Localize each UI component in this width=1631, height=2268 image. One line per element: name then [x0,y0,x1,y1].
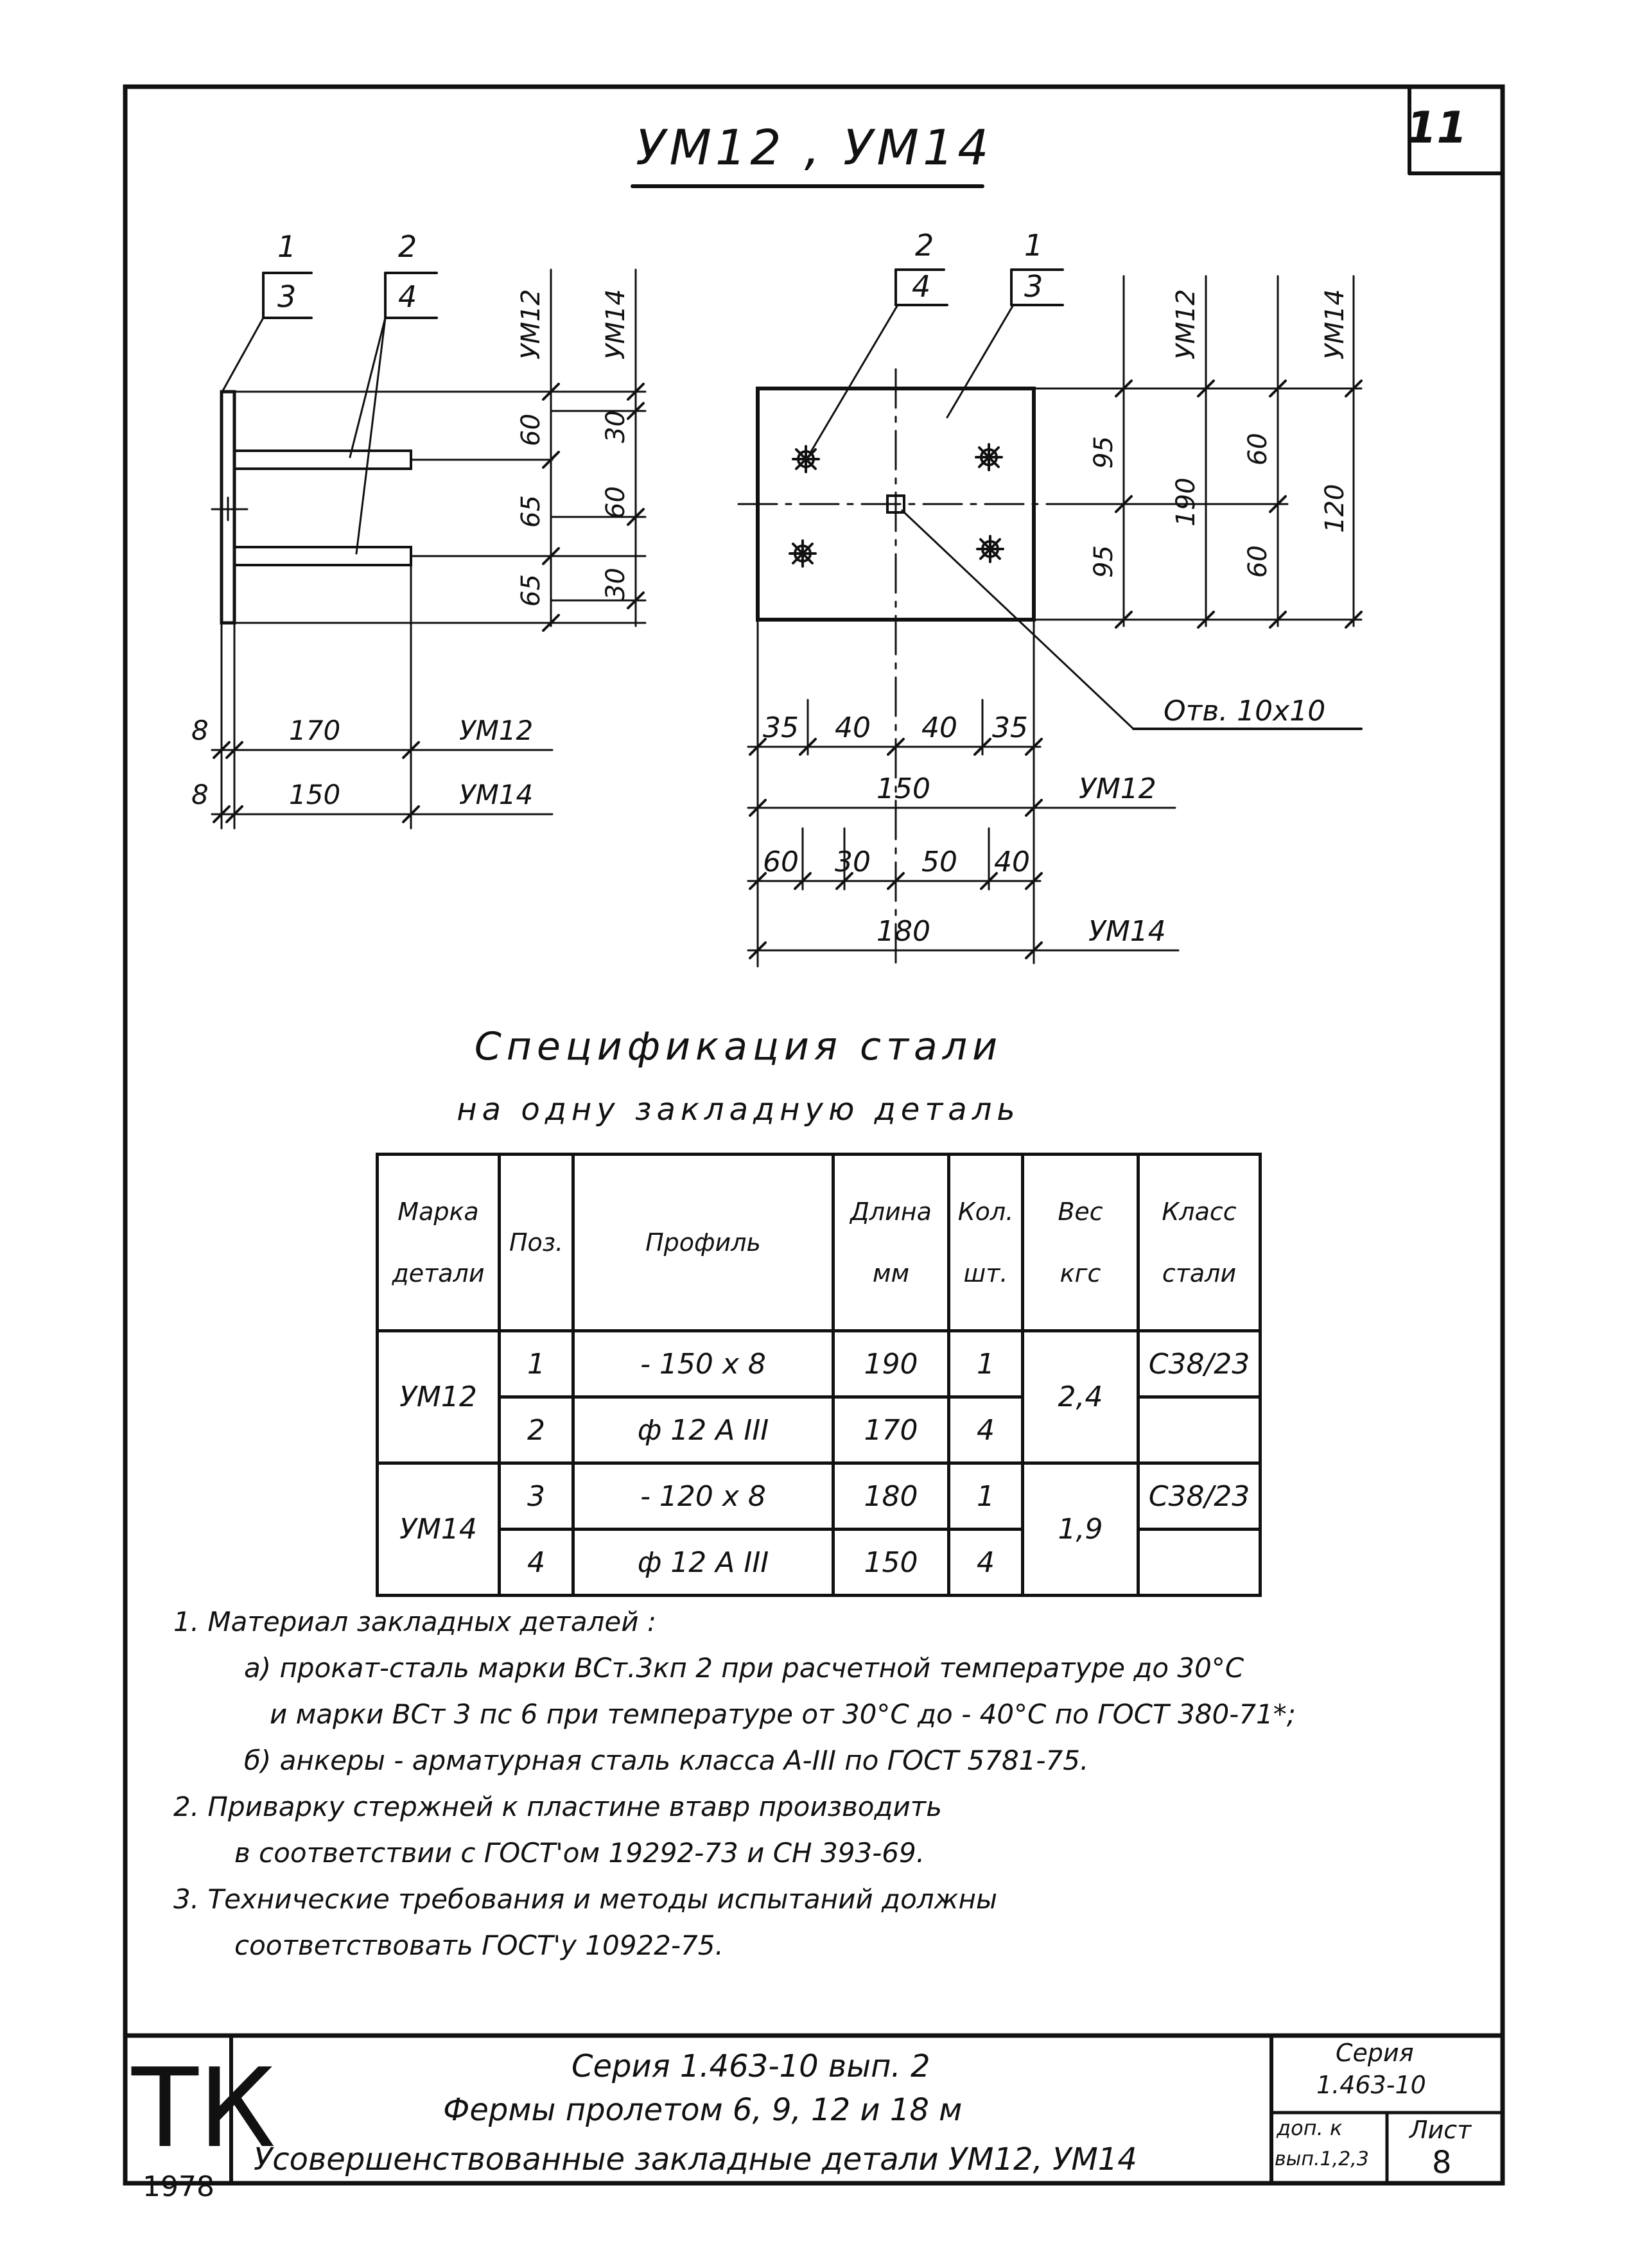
spec-header-row [378,1155,1260,1331]
header-qty: Кол. шт. [949,1155,1023,1331]
drawing-title: УМ12 , УМ14 [636,119,993,176]
cell-pos: 1 [500,1331,573,1397]
note-1: 1. Материал закладных деталей : [173,1606,657,1637]
side-callout-1: 1 [277,229,297,264]
plan-callout-1: 1 [1024,228,1043,263]
cell-profile: - 150 х 8 [573,1331,833,1397]
header-length: Длина мм [833,1155,949,1331]
dop-value: вып.1,2,3 [1275,2148,1369,2170]
row-mark-um12: УМ12 [378,1331,500,1463]
cell-pos: 4 [500,1530,573,1596]
cell-length: 180 [833,1463,949,1530]
note-1a: а) прокат-сталь марки ВСт.3кп 2 при расчетной температуре до 30°С [244,1652,1244,1684]
side-callout-2: 2 [398,229,417,264]
cell-class [1138,1397,1260,1463]
side-dim-um12-2: 65 [516,495,546,528]
spec-subtitle: на одну закладную деталь [457,1092,1020,1128]
hole-label: Отв. 10х10 [1164,695,1326,728]
side-view [212,270,645,828]
header-pos: Поз. [500,1155,573,1331]
plan-dim-um12-1: 95 [1089,436,1119,469]
plan-row2-1: 60 [763,846,799,878]
plan-dim-um14-2: 60 [1243,545,1273,578]
title-block-line3: Усовершенствованные закладные детали УМ12, УМ14 [254,2142,1137,2177]
plan-dim-um14-total: 120 [1320,484,1350,533]
dop-label: доп. к [1277,2116,1343,2140]
plan-row1-mark: УМ12 [1079,772,1156,805]
plan-view [738,270,1361,966]
cell-qty: 1 [949,1463,1023,1530]
series-label: Серия [1336,2039,1414,2067]
header-class: Класс стали [1138,1155,1260,1331]
plan-dim-um14-1: 60 [1243,433,1273,466]
side-bottom1-mark: УМ12 [459,715,534,746]
plan-row2-total: 180 [877,915,930,948]
header-weight: Вес кгс [1023,1155,1138,1331]
side-bottom2-length: 150 [289,779,341,810]
plan-row2-mark: УМ14 [1088,915,1166,948]
cell-pos: 3 [500,1463,573,1530]
spec-table [376,1153,1262,1597]
cell-class: С38/23 [1138,1463,1260,1530]
cell-profile: - 120 х 8 [573,1463,833,1530]
cell-length: 170 [833,1397,949,1463]
note-3: 3. Технические требования и методы испытаний должны [173,1883,998,1915]
sheet-label: Лист [1409,2116,1472,2144]
side-bottom1-length: 170 [289,715,341,746]
note-1b: б) анкеры - арматурная сталь класса А-III по ГОСТ 5781-75. [244,1745,1089,1776]
note-3-cont: соответствовать ГОСТ'у 10922-75. [234,1930,724,1961]
title-block-line1: Серия 1.463-10 вып. 2 [571,2048,930,2084]
plan-row2-3: 50 [921,846,957,878]
plan-row2-2: 30 [835,846,871,878]
cell-class [1138,1530,1260,1596]
plan-row2-4: 40 [994,846,1030,878]
side-col-um12: УМ12 [516,289,546,360]
plan-col-um12: УМ12 [1171,289,1201,360]
plan-dim-um12-total: 190 [1171,477,1201,527]
cell-class: С38/23 [1138,1331,1260,1397]
side-dim-um12-1: 60 [516,414,546,446]
plan-row1-4: 35 [992,711,1028,744]
sheet-value: 8 [1432,2145,1452,2181]
table-row [378,1331,1260,1397]
plan-callout-4: 4 [912,269,931,304]
cell-qty: 1 [949,1331,1023,1397]
side-dim-um14-3: 30 [601,568,631,600]
side-col-um14: УМ14 [601,289,631,360]
cell-qty: 4 [949,1530,1023,1596]
side-callout-3: 3 [277,279,297,314]
side-callout-4: 4 [398,279,417,314]
note-1a-cont: и марки ВСт 3 пс 6 при температуре от 30°С до - 40°С по ГОСТ 380-71*; [270,1698,1296,1730]
plan-row1-2: 40 [835,711,871,744]
side-bottom1-left: 8 [191,715,209,746]
plan-row1-1: 35 [763,711,799,744]
plan-callout-3: 3 [1024,269,1043,304]
cell-weight: 1,9 [1023,1463,1138,1596]
cell-qty: 4 [949,1397,1023,1463]
header-mark: Марка детали [378,1155,500,1331]
side-dim-um14-1: 30 [601,410,631,443]
cell-weight: 2,4 [1023,1331,1138,1463]
stamp-year: 1978 [143,2170,214,2203]
side-dim-um14-2: 60 [601,486,631,519]
title-block-line2: Фермы пролетом 6, 9, 12 и 18 м [443,2092,963,2128]
note-2: 2. Приварку стержней к пластине втавр производить [173,1791,942,1822]
spec-title: Спецификация стали [474,1024,1003,1069]
side-bottom2-left: 8 [191,779,209,810]
notes [173,1599,1296,1969]
sheet-number: 11 [1406,103,1467,153]
cell-profile: ф 12 А III [573,1530,833,1596]
stamp-tk: ТК [132,2045,276,2172]
cell-pos: 2 [500,1397,573,1463]
cell-length: 190 [833,1331,949,1397]
cell-profile: ф 12 А III [573,1397,833,1463]
cell-length: 150 [833,1530,949,1596]
table-row [378,1463,1260,1530]
series-value: 1.463-10 [1316,2071,1426,2099]
note-2-cont: в соответствии с ГОСТ'ом 19292-73 и СН 393-69. [234,1837,925,1869]
plan-dim-um12-2: 95 [1089,545,1119,578]
plan-row1-3: 40 [921,711,957,744]
header-profile: Профиль [573,1155,833,1331]
plan-callout-2: 2 [915,228,934,263]
plan-col-um14: УМ14 [1320,289,1350,360]
row-mark-um14: УМ14 [378,1463,500,1596]
side-dim-um12-3: 65 [516,574,546,607]
side-bottom2-mark: УМ14 [459,779,534,810]
plan-row1-total: 150 [877,772,930,805]
